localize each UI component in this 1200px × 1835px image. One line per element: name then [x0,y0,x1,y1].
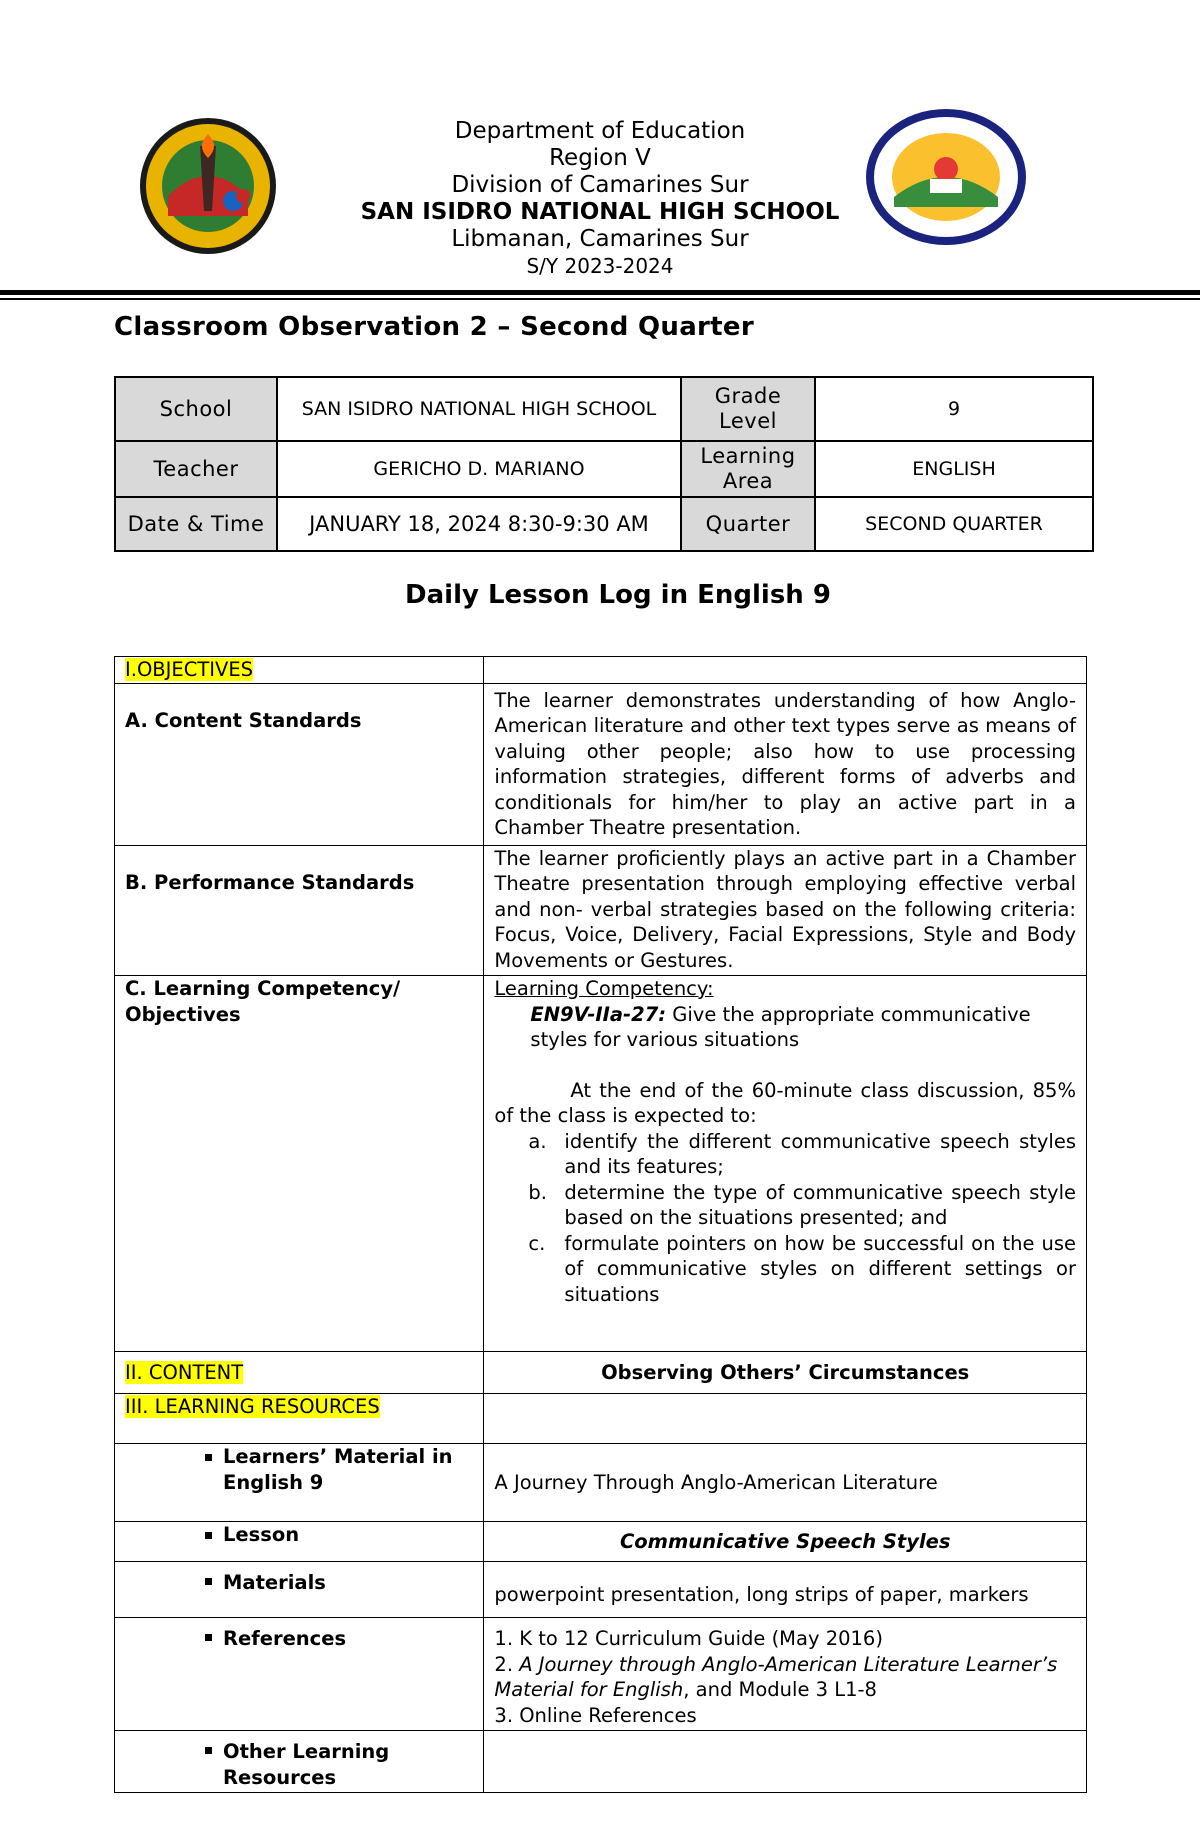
school-year: S/Y 2023-2024 [526,254,674,278]
content-value: Observing Others’ Circumstances [484,1352,1087,1394]
performance-standards-label: B. Performance Standards [115,845,484,976]
quarter-label: Quarter [681,497,815,551]
lesson-row [115,1522,484,1562]
quarter-value: SECOND QUARTER [815,497,1093,551]
learning-area-value: ENGLISH [815,441,1093,497]
reference-3: 3. Online References [494,1703,697,1727]
other-resources-empty [484,1731,1087,1793]
bullet-icon [205,1578,212,1585]
materials-value: powerpoint presentation, long strips of paper, markers [484,1562,1087,1618]
objectives-label: I.OBJECTIVES [125,658,254,681]
competency-text: Give the appropriate communicative styles for various situations [530,1002,1031,1051]
grade-level-value: 9 [815,377,1093,441]
reference-2: 2. A Journey through Anglo-American Literature Learner’s Material for English, and Module 3 L1-8 [494,1652,1058,1701]
references-label: References [223,1627,347,1650]
header-rule [0,290,1200,295]
objectives-list [494,1129,1076,1308]
grade-level-label: Grade Level [681,377,815,441]
content-header [115,1352,484,1394]
learners-material-label: Learners’ Material in English 9 [223,1445,453,1494]
competency-label: C. Learning Competency/ Objectives [115,976,484,1352]
learning-area-label: Learning Area [681,441,815,497]
performance-standards-text: The learner proficiently plays an active part in a Chamber Theatre presentation through employing effective verbal and non- verbal strategies based on the following criteria: Focus, Voice, Delivery, Facial Expressions, Style and Body Movements or Gestures. [484,845,1087,976]
objective-item: c. formulate pointers on how be successful on the use of communicative styles on different settings or situations [528,1231,1076,1306]
bullet-icon [205,1532,212,1539]
content-label: II. CONTENT [125,1360,244,1384]
dll-title: Daily Lesson Log in English 9 [405,580,831,610]
resources-header [115,1394,484,1444]
competency-heading: Learning Competency: [494,977,714,1000]
competency-cell [484,976,1087,1352]
bullet-icon [205,1454,212,1461]
date-time-value: JANUARY 18, 2024 8:30-9:30 AM [277,497,681,551]
objective-item: a. identify the different communicative speech styles and its features; [528,1129,1076,1178]
materials-row [115,1562,484,1618]
bullet-icon [205,1634,212,1641]
objectives-intro: At the end of the 60-minute class discussion, 85% of the class is expected to: [494,1078,1076,1127]
other-resources-label: Other Learning Resources [223,1740,390,1789]
learners-material-row [115,1444,484,1522]
materials-label: Materials [223,1571,326,1594]
division-name: Division of Camarines Sur [451,172,749,198]
competency-statement [494,1002,1076,1053]
date-time-label: Date & Time [115,497,277,551]
objectives-header [115,657,484,684]
resources-label: III. LEARNING RESOURCES [125,1395,380,1418]
observation-title: Classroom Observation 2 – Second Quarter [114,312,754,342]
references-cell [484,1618,1087,1731]
lesson-label: Lesson [223,1523,300,1546]
content-standards-label: A. Content Standards [115,683,484,845]
header-rule-thin [0,298,1200,300]
other-resources-row [115,1731,484,1793]
lesson-value: Communicative Speech Styles [484,1522,1087,1562]
daily-lesson-log-table [114,656,1087,1793]
letterhead [0,118,1200,280]
references-row [115,1618,484,1731]
school-name: SAN ISIDRO NATIONAL HIGH SCHOOL [360,199,840,225]
teacher-value: GERICHO D. MARIANO [277,441,681,497]
competency-code: EN9V-IIa-27: [530,1002,667,1026]
reference-1: 1. K to 12 Curriculum Guide (May 2016) [494,1627,883,1650]
objective-item: b. determine the type of communicative speech style based on the situations presented; and [528,1180,1076,1229]
school-label: School [115,377,277,441]
school-location: Libmanan, Camarines Sur [451,226,749,252]
teacher-label: Teacher [115,441,277,497]
resources-empty [484,1394,1087,1444]
bullet-icon [205,1747,212,1754]
region-name: Region V [549,145,651,171]
content-standards-text: The learner demonstrates understanding of how Anglo-American literature and other text types serve as means of valuing other people; also how to use processing information strategies, different forms of adverbs and conditionals for him/her to play an active part in a Chamber Theatre presentation. [484,683,1087,845]
school-value: SAN ISIDRO NATIONAL HIGH SCHOOL [277,377,681,441]
observation-info-table [114,376,1094,552]
learners-material-value: A Journey Through Anglo-American Literature [484,1444,1087,1522]
department-name: Department of Education [454,118,746,144]
objectives-empty [484,657,1087,684]
